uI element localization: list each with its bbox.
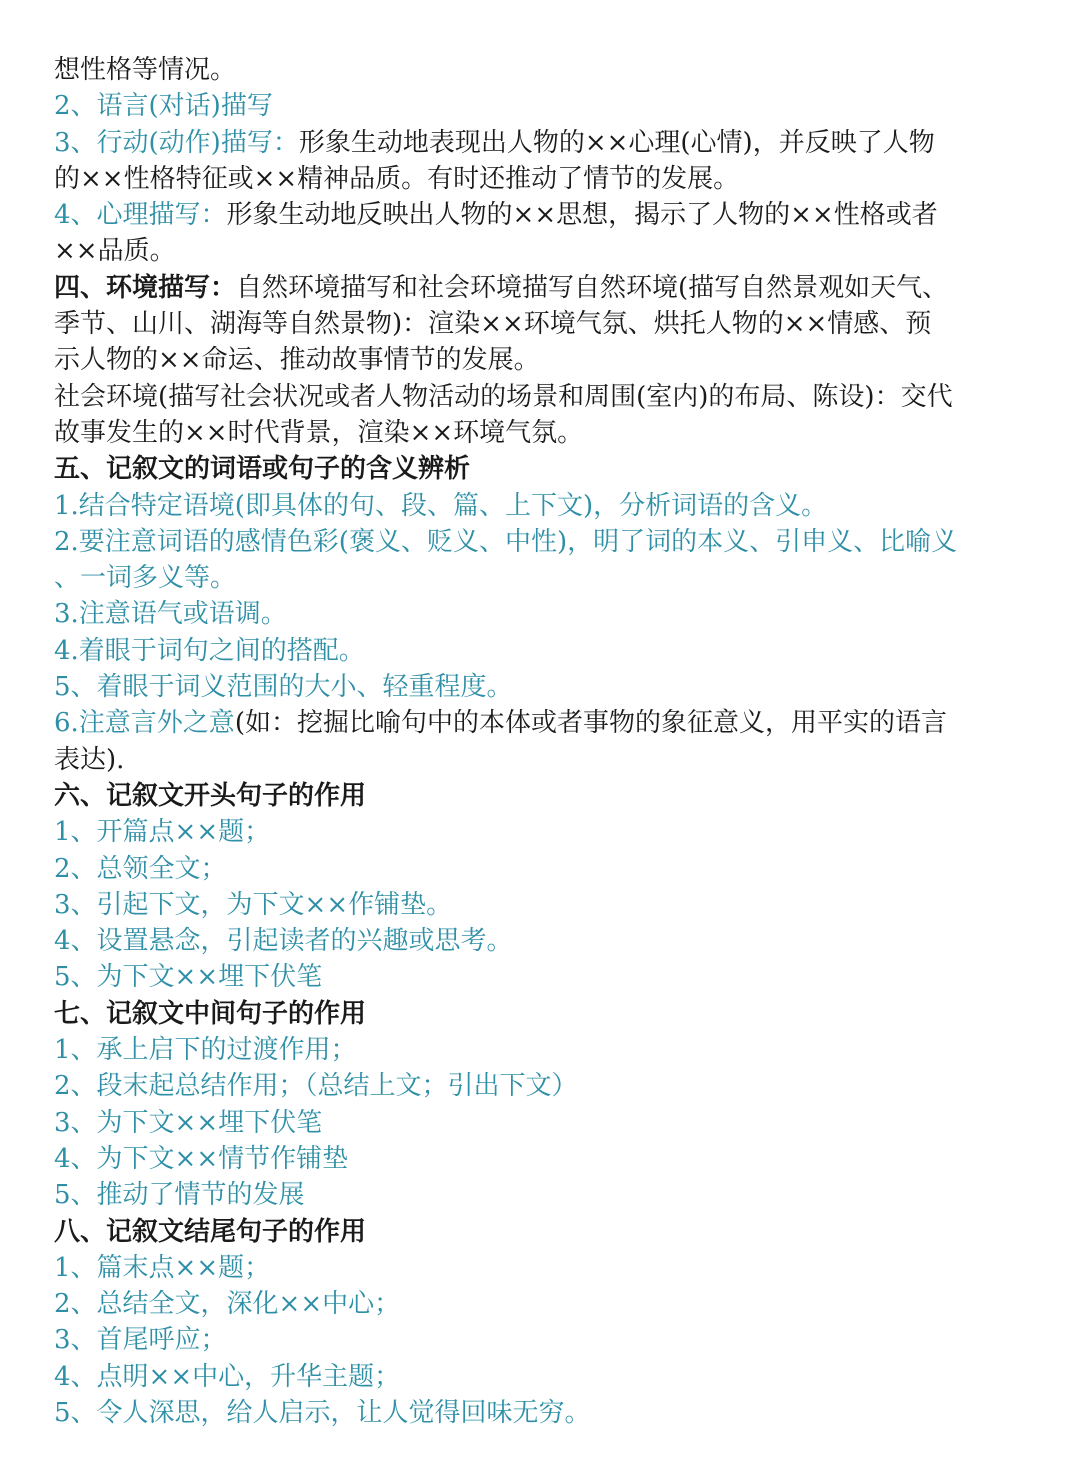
section-heading: 四、环境描写： (54, 272, 237, 303)
highlighted-text: 2.要注意词语的感情色彩(褒义、贬义、中性)，明了词的本义、引申义、比喻义 (54, 526, 958, 557)
body-text: 自然环境描写和社会环境描写自然环境(描写自然景观如天气、 (236, 272, 949, 303)
text-line (54, 1214, 1028, 1250)
text-line (54, 778, 1028, 814)
body-text: 表达). (54, 744, 125, 775)
highlighted-text: 4、心理描写： (54, 200, 227, 231)
text-line (54, 524, 1028, 560)
body-text: 故事发生的××时代背景，渲染××环境气氛。 (54, 417, 584, 448)
body-text: 形象生动地表现出人物的××心理(心情)，并反映了人物 (298, 127, 935, 158)
text-line (54, 996, 1028, 1032)
highlighted-text: 、一词多义等。 (54, 563, 237, 594)
text-line (54, 1032, 1028, 1068)
text-line (54, 851, 1028, 887)
text-line (54, 742, 1028, 778)
body-text: (如：挖掘比喻句中的本体或者事物的象征意义，用平实的语言 (234, 708, 947, 739)
section-heading: 六、记叙文开头句子的作用 (54, 780, 367, 811)
highlighted-text: 4、为下文××情节作铺垫 (54, 1143, 349, 1174)
highlighted-text: 1、开篇点××题； (54, 817, 271, 848)
highlighted-text: 5、令人深思，给人启示，让人觉得回味无穷。 (54, 1397, 591, 1428)
highlighted-text: 5、着眼于词义范围的大小、轻重程度。 (54, 672, 513, 703)
body-text: 的××性格特征或××精神品质。有时还推动了情节的发展。 (54, 163, 740, 194)
text-line (54, 669, 1028, 705)
highlighted-text: 4、设置悬念，引起读者的兴趣或思考。 (54, 926, 513, 957)
highlighted-text: 5、推动了情节的发展 (54, 1180, 305, 1211)
text-line (54, 197, 1028, 233)
highlighted-text: 1.结合特定语境(即具体的句、段、篇、上下文)，分析词语的含义。 (54, 490, 828, 521)
highlighted-text: 3.注意语气或语调。 (54, 599, 287, 630)
text-line (54, 633, 1028, 669)
body-text: 示人物的××命运、推动故事情节的发展。 (54, 345, 540, 376)
text-line (54, 1250, 1028, 1286)
text-line (54, 1141, 1028, 1177)
body-text: ××品质。 (54, 236, 176, 267)
highlighted-text: 1、承上启下的过渡作用； (54, 1035, 357, 1066)
text-line (54, 342, 1028, 378)
highlighted-text: 2、段末起总结作用；（总结上文；引出下文） (54, 1071, 578, 1102)
highlighted-text: 3、行动(动作)描写： (54, 127, 299, 158)
text-line (54, 306, 1028, 342)
highlighted-text: 5、为下文××埋下伏笔 (54, 962, 323, 993)
highlighted-text: 2、总领全文； (54, 853, 227, 884)
text-line (54, 1105, 1028, 1141)
body-text: 季节、山川、湖海等自然景物)：渲染××环境气氛、烘托人物的××情感、预 (54, 309, 932, 340)
text-line (54, 270, 1028, 306)
text-line (54, 887, 1028, 923)
highlighted-text: 6.注意言外之意 (54, 708, 235, 739)
text-line (54, 52, 1028, 88)
highlighted-text: 4.着眼于词句之间的搭配。 (54, 635, 365, 666)
text-line (54, 814, 1028, 850)
text-line (54, 451, 1028, 487)
section-heading: 五、记叙文的词语或句子的含义辨析 (54, 454, 471, 485)
highlighted-text: 2、总结全文，深化××中心； (54, 1289, 401, 1320)
text-line (54, 959, 1028, 995)
text-line (54, 125, 1028, 161)
body-text: 想性格等情况。 (54, 55, 237, 85)
text-line (54, 415, 1028, 451)
body-text: 形象生动地反映出人物的××思想，揭示了人物的××性格或者 (226, 200, 938, 231)
highlighted-text: 3、为下文××埋下伏笔 (54, 1107, 323, 1138)
text-line (54, 233, 1028, 269)
highlighted-text: 3、首尾呼应； (54, 1325, 227, 1356)
text-line (54, 88, 1028, 124)
highlighted-text: 4、点明××中心，升华主题； (54, 1361, 401, 1392)
text-line (54, 923, 1028, 959)
text-line (54, 1177, 1028, 1213)
text-line (54, 379, 1028, 415)
highlighted-text: 2、语言(对话)描写 (54, 91, 273, 122)
text-line (54, 596, 1028, 632)
text-line (54, 488, 1028, 524)
highlighted-text: 1、篇末点××题； (54, 1252, 271, 1283)
body-text: 社会环境(描写社会状况或者人物活动的场景和周围(室内)的布局、陈设)：交代 (54, 381, 953, 412)
text-line (54, 1322, 1028, 1358)
text-line (54, 1395, 1028, 1431)
text-line (54, 1068, 1028, 1104)
text-line (54, 1286, 1028, 1322)
section-heading: 七、记叙文中间句子的作用 (54, 998, 367, 1029)
text-line (54, 161, 1028, 197)
text-line (54, 705, 1028, 741)
text-line (54, 1359, 1028, 1395)
section-heading: 八、记叙文结尾句子的作用 (54, 1216, 367, 1247)
text-line (54, 560, 1028, 596)
highlighted-text: 3、引起下文，为下文××作铺垫。 (54, 889, 453, 920)
